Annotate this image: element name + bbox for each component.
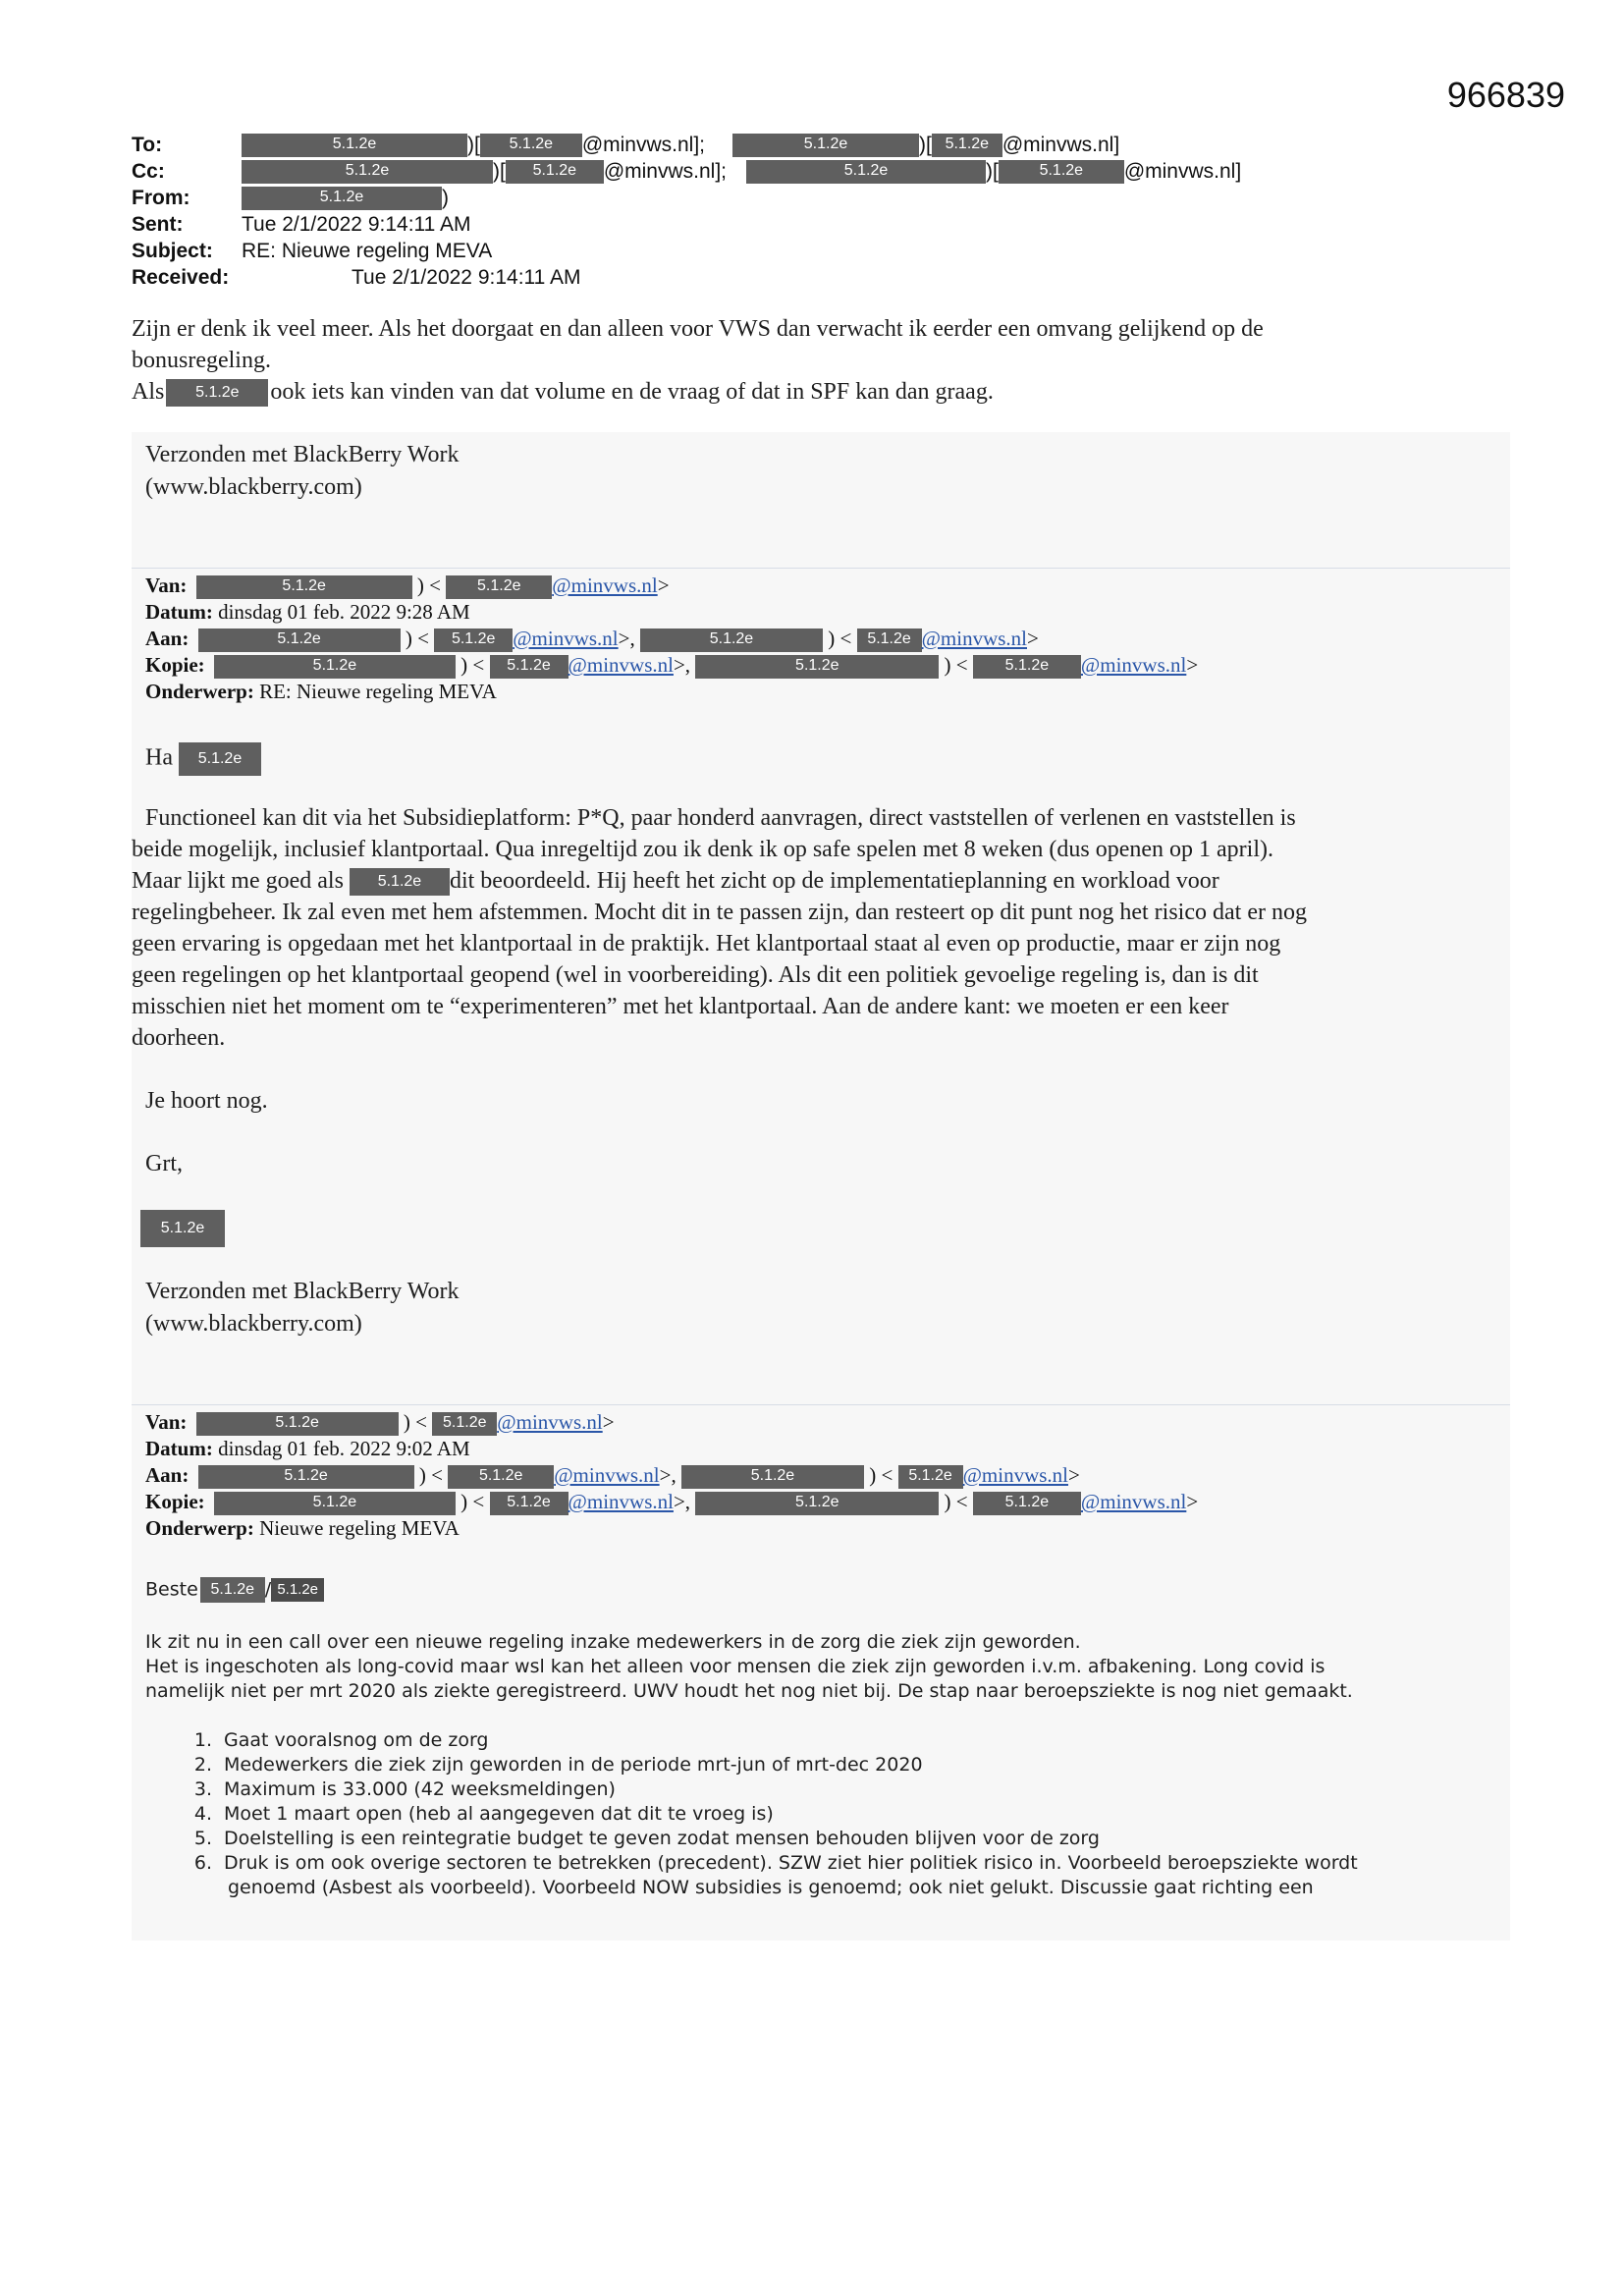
redaction-box: 5.1.2e [196, 1412, 399, 1436]
email-link[interactable]: @minvws.nl [568, 1490, 674, 1513]
redaction-box: 5.1.2e [242, 187, 442, 210]
mail2-sender-redaction [140, 1210, 225, 1247]
subject-value: RE: Nieuwe regeling MEVA [242, 240, 493, 262]
email-link[interactable]: @minvws.nl [1080, 1490, 1187, 1513]
redaction-box: 5.1.2e [242, 134, 467, 157]
from-line [242, 185, 449, 211]
redaction-box: 5.1.2e [480, 134, 582, 157]
redaction-box: 5.1.2e [200, 1577, 265, 1603]
reply1-line-1: Zijn er denk ik veel meer. Als het doorgaat en dan alleen voor VWS dan verwacht ik eerder een omvang gelijkend op de [132, 316, 1264, 342]
mail2-para-line-1: Functioneel kan dit via het Subsidieplatform: P*Q, paar honderd aanvragen, direct vaststellen of verlenen en vaststellen is [145, 805, 1296, 831]
mail2-para-line-8: doorheen. [132, 1025, 226, 1051]
redaction-box: 5.1.2e [932, 134, 1002, 157]
from-label: From: [132, 187, 190, 209]
list-item: 3. Maximum is 33.000 (42 weeksmeldingen) [193, 1778, 616, 1800]
subject-label: Subject: [132, 240, 213, 262]
mail3-greeting: Beste 5.1.2e / 5.1.2e [145, 1577, 324, 1603]
mail2-signature-2: (www.blackberry.com) [145, 1311, 362, 1337]
mail3-item6-continuation: genoemd (Asbest als voorbeeld). Voorbeeld NOW subsidies is genoemd; ook niet gelukt. Discussie gaat richting een [228, 1877, 1314, 1898]
mail3-onderwerp: Onderwerp: Nieuwe regeling MEVA [145, 1516, 460, 1540]
to-line [242, 132, 705, 158]
email-link[interactable]: @minvws.nl [962, 1463, 1068, 1487]
redaction-box: 5.1.2e [999, 160, 1124, 184]
bracket: )[ [467, 134, 480, 156]
separator [132, 1404, 1510, 1405]
mail3-intro-1: Ik zit nu in een call over een nieuwe regeling inzake medewerkers in de zorg die ziek zijn geworden. [145, 1631, 1081, 1653]
bracket: )[ [919, 134, 932, 156]
email-link[interactable]: @minvws.nl [554, 1463, 660, 1487]
mail2-para-line-5: geen ervaring is opgedaan met het klantportaal in de praktijk. Het klantportaal staat al even op productie, maar er zijn nog [132, 931, 1281, 957]
redaction-box: 5.1.2e [434, 629, 513, 652]
mail2-datum: Datum: dinsdag 01 feb. 2022 9:28 AM [145, 600, 470, 624]
to-label: To: [132, 134, 163, 156]
redaction-box: 5.1.2e [506, 160, 604, 184]
cc-line [242, 158, 727, 185]
mail2-para-line-4: regelingbeheer. Ik zal even met hem afstemmen. Mocht dit in te passen zijn, dan resteert op dit punt nog het risico dat er nog [132, 900, 1307, 925]
email-link[interactable]: @minvws.nl [568, 653, 674, 677]
redaction-box: 5.1.2e [448, 1465, 554, 1489]
list-item: 1. Gaat vooralsnog om de zorg [193, 1729, 489, 1751]
list-item: 4. Moet 1 maart open (heb al aangegeven dat dit te vroeg is) [193, 1803, 774, 1825]
reply1-line-2: bonusregeling. [132, 348, 271, 373]
mail3-van: Van: 5.1.2e ) < 5.1.2e @minvws.nl> [145, 1408, 615, 1436]
email-link[interactable]: @minvws.nl [1080, 653, 1187, 677]
redaction-box: 5.1.2e [857, 629, 922, 652]
redaction-box: 5.1.2e [973, 655, 1081, 679]
mail2-closing-1: Je hoort nog. [145, 1088, 268, 1114]
redaction-box: 5.1.2e [179, 742, 261, 776]
mail2-closing-2: Grt, [145, 1151, 183, 1176]
email-link[interactable]: @minvws.nl [497, 1410, 603, 1434]
email-link[interactable]: @minvws.nl [921, 627, 1027, 650]
sent-value: Tue 2/1/2022 9:14:11 AM [242, 213, 471, 236]
redaction-box: 5.1.2e [140, 1210, 225, 1247]
email-link[interactable]: @minvws.nl [513, 627, 619, 650]
redaction-box: 5.1.2e [490, 655, 568, 679]
reply1-line-3: Als 5.1.2e ook iets kan vinden van dat volume en de vraag of dat in SPF kan dan graag. [132, 379, 994, 407]
redaction-box: 5.1.2e [695, 655, 939, 679]
email-link[interactable]: @minvws.nl [552, 574, 658, 597]
redaction-box: 5.1.2e [242, 160, 493, 184]
bracket: ) [442, 187, 449, 209]
list-item: 6. Druk is om ook overige sectoren te betrekken (precedent). SZW ziet hier politiek risico in. Voorbeeld beroepsziekte wordt [193, 1852, 1358, 1874]
redaction-box: 5.1.2e [973, 1492, 1081, 1515]
redaction-box: 5.1.2e [746, 160, 986, 184]
signature-line-2: (www.blackberry.com) [145, 474, 362, 500]
cc-line-2 [746, 158, 1241, 185]
redaction-box: 5.1.2e [898, 1465, 963, 1489]
mail3-intro-2: Het is ingeschoten als long-covid maar wsl kan het alleen voor mensen die ziek zijn geworden i.v.m. afbakening. Long covid is [145, 1656, 1326, 1677]
redaction-box: 5.1.2e [271, 1578, 324, 1602]
redaction-box: 5.1.2e [198, 629, 401, 652]
mail2-onderwerp: Onderwerp: RE: Nieuwe regeling MEVA [145, 680, 497, 703]
redaction-box: 5.1.2e [214, 655, 456, 679]
mail3-kopie: Kopie: 5.1.2e ) < 5.1.2e @minvws.nl>, 5.1.2e ) < 5.1.2e @minvws.nl> [145, 1488, 1198, 1515]
bracket: )[ [493, 160, 506, 183]
redaction-box: 5.1.2e [640, 629, 823, 652]
to-line-2 [732, 132, 1119, 158]
redaction-box: 5.1.2e [681, 1465, 864, 1489]
redaction-box: 5.1.2e [214, 1492, 456, 1515]
separator [132, 568, 1510, 569]
redaction-box: 5.1.2e [695, 1492, 939, 1515]
document-id: 966839 [1446, 75, 1565, 115]
email-domain: @minvws.nl]; [603, 160, 727, 183]
bracket: )[ [986, 160, 999, 183]
redaction-box: 5.1.2e [196, 575, 412, 599]
mail2-para-line-3: Maar lijkt me goed als 5.1.2e dit beoordeeld. Hij heeft het zicht op de implementatieplanning en workload voor [132, 868, 1219, 896]
sent-label: Sent: [132, 213, 184, 236]
email-domain: @minvws.nl] [1123, 160, 1242, 183]
mail2-kopie: Kopie: 5.1.2e ) < 5.1.2e @minvws.nl>, 5.1.2e ) < 5.1.2e @minvws.nl> [145, 651, 1198, 679]
mail3-aan: Aan: 5.1.2e ) < 5.1.2e @minvws.nl>, 5.1.2e ) < 5.1.2e @minvws.nl> [145, 1461, 1080, 1489]
mail2-greeting: Ha 5.1.2e [145, 742, 261, 776]
received-value: Tue 2/1/2022 9:14:11 AM [352, 266, 581, 289]
mail3-intro-3: namelijk niet per mrt 2020 als ziekte geregistreerd. UWV houdt het nog niet bij. De stap naar beroepsziekte is nog niet gemaakt. [145, 1680, 1353, 1702]
mail2-signature-1: Verzonden met BlackBerry Work [145, 1279, 460, 1304]
mail2-para-line-7: misschien niet het moment om te “experimenteren” met het klantportaal. Aan de andere kant: we moeten er een keer [132, 994, 1229, 1019]
email-domain: @minvws.nl] [1001, 134, 1120, 156]
signature-line-1: Verzonden met BlackBerry Work [145, 442, 460, 467]
mail2-para-line-6: geen regelingen op het klantportaal geopend (wel in voorbereiding). Als dit een politiek gevoelige regeling is, dan is dit [132, 962, 1259, 988]
redaction-box: 5.1.2e [198, 1465, 414, 1489]
email-domain: @minvws.nl]; [581, 134, 705, 156]
redaction-box: 5.1.2e [432, 1412, 497, 1436]
redaction-box: 5.1.2e [490, 1492, 568, 1515]
redaction-box: 5.1.2e [732, 134, 919, 157]
list-item: 5. Doelstelling is een reintegratie budget te geven zodat mensen behouden blijven voor de zorg [193, 1828, 1100, 1849]
redaction-box: 5.1.2e [446, 575, 552, 599]
mail3-numbered-list [173, 1728, 1358, 1876]
redaction-box: 5.1.2e [350, 868, 450, 896]
mail2-aan: Aan: 5.1.2e ) < 5.1.2e @minvws.nl>, 5.1.2e ) < 5.1.2e @minvws.nl> [145, 625, 1039, 652]
list-item: 2. Medewerkers die ziek zijn geworden in de periode mrt-jun of mrt-dec 2020 [193, 1754, 923, 1776]
received-label: Received: [132, 266, 230, 289]
redaction-box: 5.1.2e [166, 379, 268, 407]
mail2-van: Van: 5.1.2e ) < 5.1.2e @minvws.nl> [145, 572, 670, 599]
mail3-datum: Datum: dinsdag 01 feb. 2022 9:02 AM [145, 1437, 470, 1460]
mail2-para-line-2: beide mogelijk, inclusief klantportaal. Qua inregeltijd zou ik denk ik op safe spelen met 8 weken (dus openen op 1 april). [132, 837, 1274, 862]
cc-label: Cc: [132, 160, 165, 183]
